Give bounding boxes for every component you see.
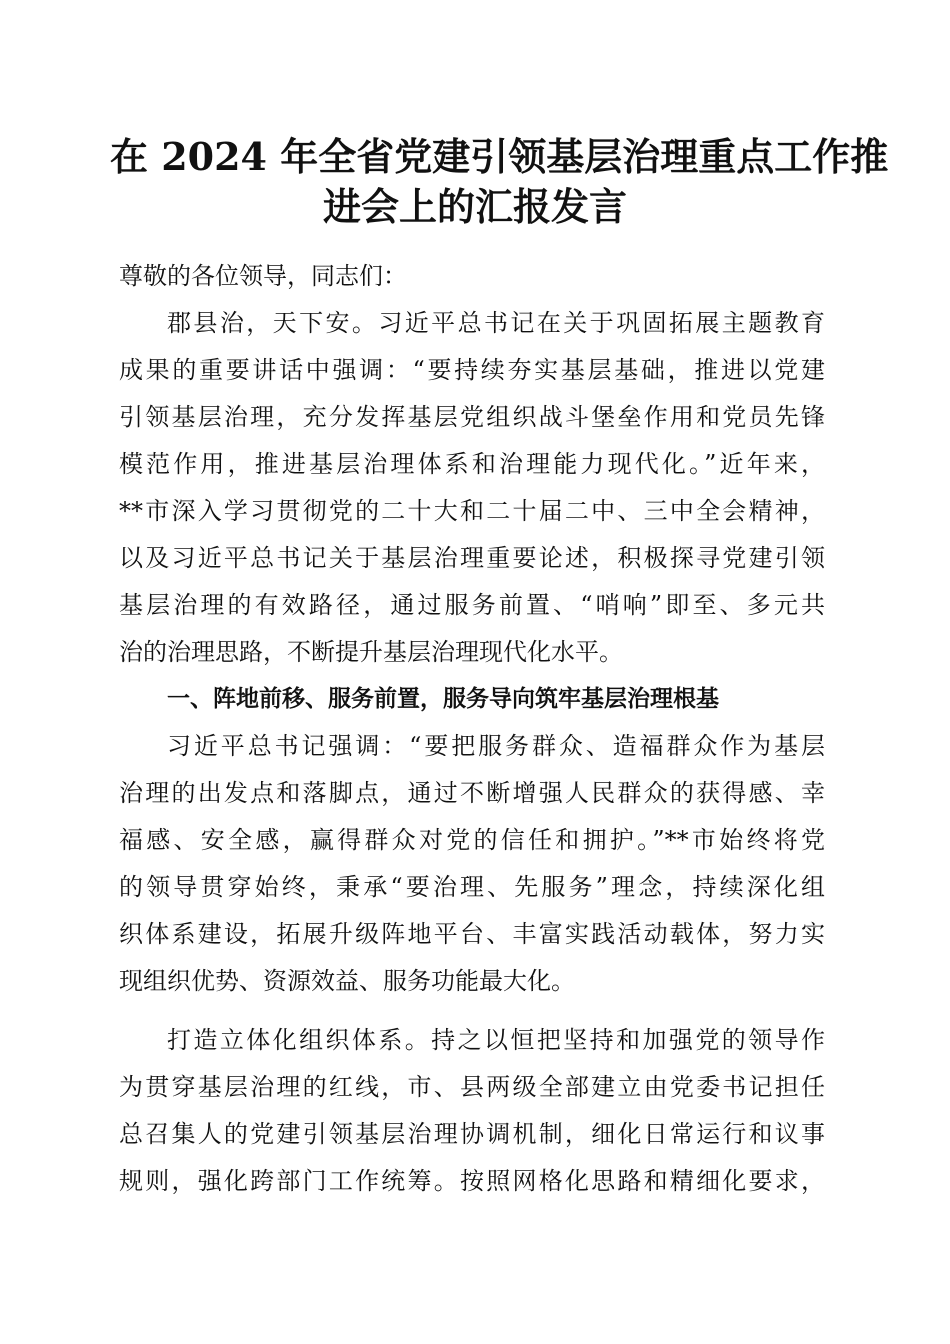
paragraph-line: 成果的重要讲话中强调：“要持续夯实基层基础，推进以党建 bbox=[119, 356, 825, 384]
intro-paragraph bbox=[119, 300, 825, 676]
document-title bbox=[110, 132, 889, 232]
paragraph-line: 以及习近平总书记关于基层治理重要论述，积极探寻党建引领 bbox=[119, 544, 825, 572]
paragraph-line: 基层治理的有效路径，通过服务前置、“哨响”即至、多元共 bbox=[119, 591, 825, 619]
section1-paragraph bbox=[119, 723, 825, 1005]
paragraph-line: 现组织优势、资源效益、服务功能最大化。 bbox=[119, 967, 575, 995]
title-line: 在 2024 年全省党建引领基层治理重点工作推 bbox=[110, 134, 889, 179]
paragraph-line: 织体系建设，拓展升级阵地平台、丰富实践活动载体，努力实 bbox=[119, 920, 825, 948]
paragraph-line: 治的治理思路，不断提升基层治理现代化水平。 bbox=[119, 638, 623, 666]
paragraph-line: 引领基层治理，充分发挥基层党组织战斗堡垒作用和党员先锋 bbox=[119, 403, 825, 431]
paragraph-line: **市深入学习贯彻党的二十大和二十届二中、三中全会精神， bbox=[119, 497, 825, 525]
section-heading: 一、阵地前移、服务前置，服务导向筑牢基层治理根基 bbox=[167, 686, 719, 712]
paragraph-line: 郡县治，天下安。习近平总书记在关于巩固拓展主题教育 bbox=[167, 309, 825, 337]
organization-paragraph bbox=[119, 1017, 825, 1205]
paragraph-line: 的领导贯穿始终，秉承“要治理、先服务”理念，持续深化组 bbox=[119, 873, 825, 901]
paragraph-line: 习近平总书记强调：“要把服务群众、造福群众作为基层 bbox=[167, 732, 825, 760]
paragraph-line: 为贯穿基层治理的红线，市、县两级全部建立由党委书记担任 bbox=[119, 1073, 825, 1101]
paragraph-line: 模范作用，推进基层治理体系和治理能力现代化。”近年来， bbox=[119, 450, 825, 478]
title-line: 进会上的汇报发言 bbox=[322, 184, 627, 229]
paragraph-line: 福感、安全感，赢得群众对党的信任和拥护。”**市始终将党 bbox=[119, 826, 825, 854]
paragraph-line: 规则，强化跨部门工作统筹。按照网格化思路和精细化要求， bbox=[119, 1167, 825, 1195]
paragraph-line: 治理的出发点和落脚点，通过不断增强人民群众的获得感、幸 bbox=[119, 779, 825, 807]
salutation bbox=[119, 253, 825, 300]
salutation-line: 尊敬的各位领导，同志们： bbox=[119, 262, 407, 290]
paragraph-spacing bbox=[119, 1005, 825, 1017]
document-body bbox=[119, 253, 825, 1205]
paragraph-line: 打造立体化组织体系。持之以恒把坚持和加强党的领导作 bbox=[167, 1026, 825, 1054]
paragraph-line: 总召集人的党建引领基层治理协调机制，细化日常运行和议事 bbox=[119, 1120, 825, 1148]
